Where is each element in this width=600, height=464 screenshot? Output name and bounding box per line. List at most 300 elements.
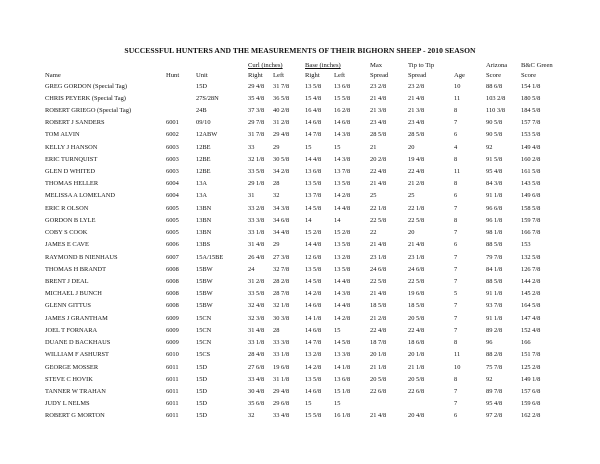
cell-curl-right: 37 3/8 (248, 106, 265, 114)
cell-base-left: 14 6/8 (334, 119, 351, 127)
table-row (0, 264, 600, 276)
cell-name: ERIC TURNQUIST (45, 155, 98, 163)
cell-tip-spread: 20 4/8 (408, 412, 425, 420)
cell-bc-score: 184 5/8 (521, 106, 541, 114)
cell-arizona-score: 91 5/8 (486, 155, 503, 163)
base-group-header: Base (inches) (305, 62, 341, 69)
table-row (0, 410, 600, 422)
cell-name: JOEL T FORNARA (45, 326, 98, 334)
cell-curl-left: 34 2/8 (273, 168, 290, 176)
cell-arizona-score: 110 3/8 (486, 106, 506, 114)
cell-unit: 15CN (196, 314, 212, 322)
cell-age: 7 (454, 253, 458, 261)
cell-age: 8 (454, 375, 458, 383)
cell-curl-right: 35 4/8 (248, 94, 265, 102)
cell-name: MELISSA A LOMELAND (45, 192, 115, 200)
cell-unit: 12BE (196, 143, 211, 151)
cell-tip-spread: 21 4/8 (408, 241, 425, 249)
table-row (0, 93, 600, 105)
column-header-curl-left: Left (273, 72, 284, 79)
cell-base-right: 15 2/8 (305, 229, 322, 237)
cell-hunt: 6011 (166, 412, 179, 420)
cell-unit: 15D (196, 412, 208, 420)
cell-max-spread: 20 5/8 (370, 375, 387, 383)
cell-arizona-score: 96 6/8 (486, 204, 503, 212)
cell-bc-score: 153 5/8 (521, 131, 541, 139)
cell-tip-spread: 22 4/8 (408, 326, 425, 334)
cell-hunt: 6002 (166, 131, 179, 139)
table-row (0, 288, 600, 300)
cell-hunt: 6003 (166, 143, 179, 151)
arizona-group-header: Arizona (486, 62, 508, 69)
cell-arizona-score: 90 5/8 (486, 119, 503, 127)
cell-curl-left: 29 6/8 (273, 400, 290, 408)
cell-curl-left: 28 (273, 180, 280, 188)
bc-group-header: B&C Green (521, 62, 553, 69)
cell-base-right: 12 6/8 (305, 253, 322, 261)
cell-unit: 15CN (196, 326, 212, 334)
cell-curl-right: 24 (248, 265, 255, 273)
cell-curl-right: 33 5/8 (248, 168, 265, 176)
cell-unit: 15BW (196, 265, 213, 273)
table-row (0, 142, 600, 154)
cell-base-right: 14 6/8 (305, 302, 322, 310)
cell-age: 7 (454, 302, 458, 310)
cell-bc-score: 149 4/8 (521, 143, 541, 151)
cell-age: 7 (454, 314, 458, 322)
max-group-header: Max (370, 62, 383, 69)
cell-curl-left: 31 7/8 (273, 82, 290, 90)
column-header-base-right: Right (305, 72, 320, 79)
column-header-base-left: Left (334, 72, 345, 79)
cell-curl-right: 33 4/8 (248, 375, 265, 383)
cell-base-left: 13 5/8 (334, 265, 351, 273)
cell-curl-left: 34 4/8 (273, 229, 290, 237)
cell-bc-score: 166 7/8 (521, 229, 541, 237)
cell-arizona-score: 97 2/8 (486, 412, 503, 420)
cell-curl-left: 34 3/8 (273, 204, 290, 212)
table-row (0, 325, 600, 337)
cell-hunt: 6011 (166, 375, 179, 383)
cell-curl-right: 26 4/8 (248, 253, 265, 261)
cell-bc-score: 158 5/8 (521, 204, 541, 212)
cell-age: 6 (454, 131, 458, 139)
cell-max-spread: 21 4/8 (370, 241, 387, 249)
cell-bc-score: 162 2/8 (521, 412, 541, 420)
cell-tip-spread: 18 6/8 (408, 339, 425, 347)
cell-tip-spread: 20 (408, 229, 415, 237)
tip-group-header: Tip to Tip (408, 62, 435, 69)
cell-max-spread: 28 5/8 (370, 131, 387, 139)
cell-arizona-score: 90 5/8 (486, 131, 503, 139)
cell-age: 10 (454, 363, 461, 371)
cell-tip-spread: 24 6/8 (408, 265, 425, 273)
cell-age: 10 (454, 82, 461, 90)
cell-max-spread: 22 1/8 (370, 204, 387, 212)
cell-age: 11 (454, 94, 461, 102)
cell-bc-score: 180 5/8 (521, 94, 541, 102)
table-row (0, 81, 600, 93)
cell-unit: 15D (196, 375, 208, 383)
table-row (0, 362, 600, 374)
cell-age: 11 (454, 168, 461, 176)
cell-hunt: 6008 (166, 265, 179, 273)
cell-tip-spread: 23 4/8 (408, 119, 425, 127)
table-row (0, 117, 600, 129)
cell-base-right: 14 4/8 (305, 241, 322, 249)
cell-tip-spread: 21 3/8 (408, 106, 425, 114)
cell-max-spread: 22 (370, 229, 377, 237)
cell-name: STEVE C HOVIK (45, 375, 93, 383)
cell-curl-right: 33 1/8 (248, 339, 265, 347)
cell-name: ROBERT J SANDERS (45, 119, 105, 127)
cell-name: GORDON B LYLE (45, 216, 96, 224)
column-header-unit: Unit (196, 72, 208, 79)
cell-base-right: 13 7/8 (305, 192, 322, 200)
cell-name: THOMAS H BRANDT (45, 265, 107, 273)
cell-unit: 12BE (196, 155, 211, 163)
cell-hunt: 6004 (166, 180, 179, 188)
cell-base-right: 14 (305, 216, 312, 224)
cell-base-right: 14 5/8 (305, 204, 322, 212)
cell-name: GLENN GITTUS (45, 302, 91, 310)
cell-unit: 15BW (196, 302, 213, 310)
table-row (0, 337, 600, 349)
cell-unit: 12ABW (196, 131, 218, 139)
cell-max-spread: 20 1/8 (370, 351, 387, 359)
cell-base-right: 13 5/8 (305, 375, 322, 383)
cell-base-left: 13 3/8 (334, 351, 351, 359)
cell-tip-spread: 23 2/8 (408, 82, 425, 90)
cell-unit: 15D (196, 363, 208, 371)
table-row (0, 129, 600, 141)
cell-curl-left: 29 (273, 241, 280, 249)
table-row (0, 203, 600, 215)
cell-curl-left: 28 (273, 326, 280, 334)
cell-max-spread: 25 (370, 192, 377, 200)
cell-name: JAMES J GRANTHAM (45, 314, 108, 322)
cell-unit: 15D (196, 388, 208, 395)
cell-name: TANNER W TRAHAN (45, 388, 106, 395)
cell-name: ROBERT G MORTON (45, 412, 105, 420)
table-row (0, 227, 600, 239)
cell-tip-spread: 20 5/8 (408, 314, 425, 322)
cell-hunt: 6001 (166, 119, 179, 127)
cell-age: 6 (454, 412, 458, 420)
cell-age: 7 (454, 119, 458, 127)
table-row (0, 313, 600, 325)
cell-bc-score: 159 6/8 (521, 400, 541, 408)
cell-name: ROBERT GRIEGO (Special Tag) (45, 106, 132, 114)
cell-curl-right: 35 6/8 (248, 400, 265, 408)
cell-curl-left: 29 4/8 (273, 131, 290, 139)
cell-tip-spread: 22 4/8 (408, 168, 425, 176)
cell-max-spread: 21 4/8 (370, 180, 387, 188)
cell-age: 7 (454, 229, 458, 237)
cell-curl-left: 27 3/8 (273, 253, 290, 261)
cell-base-left: 14 (334, 216, 341, 224)
cell-base-left: 14 2/8 (334, 314, 351, 322)
cell-base-right: 14 7/8 (305, 339, 322, 347)
cell-curl-left: 29 4/8 (273, 388, 290, 395)
cell-curl-right: 32 4/8 (248, 302, 265, 310)
cell-max-spread: 21 3/8 (370, 106, 387, 114)
cell-bc-score: 125 2/8 (521, 363, 541, 371)
cell-base-right: 14 1/8 (305, 314, 322, 322)
cell-arizona-score: 88 2/8 (486, 351, 503, 359)
cell-unit: 15BW (196, 278, 213, 286)
cell-hunt: 6009 (166, 326, 179, 334)
cell-base-left: 14 3/8 (334, 290, 351, 298)
cell-name: CHRIS PEYERK (Special Tag) (45, 94, 126, 102)
cell-curl-right: 31 2/8 (248, 278, 265, 286)
cell-base-right: 13 5/8 (305, 82, 322, 90)
cell-age: 7 (454, 265, 458, 273)
cell-arizona-score: 89 7/8 (486, 388, 503, 395)
cell-base-right: 13 5/8 (305, 180, 322, 188)
cell-max-spread: 22 5/8 (370, 278, 387, 286)
cell-base-left: 15 (334, 400, 341, 408)
table-row (0, 300, 600, 312)
cell-unit: 13A (196, 180, 208, 188)
cell-max-spread: 23 2/8 (370, 82, 387, 90)
cell-unit: 13BN (196, 204, 212, 212)
cell-bc-score: 161 5/8 (521, 168, 541, 176)
cell-arizona-score: 84 1/8 (486, 265, 503, 273)
cell-tip-spread: 22 5/8 (408, 278, 425, 286)
column-header-max-spread: Spread (370, 72, 389, 79)
cell-bc-score: 132 5/8 (521, 253, 541, 261)
cell-tip-spread: 21 1/8 (408, 363, 425, 371)
cell-curl-right: 28 4/8 (248, 351, 265, 359)
column-header-name: Name (45, 72, 61, 79)
cell-unit: 13BN (196, 229, 212, 237)
cell-base-left: 16 2/8 (334, 106, 351, 114)
cell-max-spread: 23 1/8 (370, 253, 387, 261)
cell-name: DUANE D BACKHAUS (45, 339, 111, 347)
cell-curl-right: 33 3/8 (248, 216, 265, 224)
cell-base-right: 13 2/8 (305, 351, 322, 359)
cell-base-left: 14 4/8 (334, 302, 351, 310)
cell-unit: 15D (196, 400, 208, 408)
cell-base-left: 15 5/8 (334, 94, 351, 102)
cell-age: 7 (454, 388, 458, 395)
cell-tip-spread: 23 1/8 (408, 253, 425, 261)
cell-max-spread: 18 5/8 (370, 302, 387, 310)
cell-base-right: 15 5/8 (305, 412, 322, 420)
column-header-curl-right: Right (248, 72, 263, 79)
cell-arizona-score: 88 5/8 (486, 241, 503, 249)
cell-curl-left: 31 2/8 (273, 119, 290, 127)
cell-arizona-score: 88 5/8 (486, 278, 503, 286)
cell-arizona-score: 92 (486, 143, 493, 151)
cell-base-right: 13 5/8 (305, 265, 322, 273)
table-row (0, 398, 600, 410)
cell-base-left: 14 3/8 (334, 131, 351, 139)
table-row (0, 374, 600, 386)
cell-name: KELLY J HANSON (45, 143, 98, 151)
cell-name: BRENT J DEAL (45, 278, 89, 286)
cell-curl-right: 33 1/8 (248, 229, 265, 237)
cell-hunt: 6008 (166, 302, 179, 310)
cell-name: ERIC R OLSON (45, 204, 89, 212)
cell-curl-left: 31 1/8 (273, 375, 290, 383)
cell-curl-left: 33 1/8 (273, 351, 290, 359)
cell-hunt: 6009 (166, 339, 179, 347)
cell-age: 8 (454, 216, 458, 224)
cell-bc-score: 152 4/8 (521, 326, 541, 334)
cell-curl-left: 19 6/8 (273, 363, 290, 371)
cell-hunt: 6010 (166, 351, 179, 359)
cell-bc-score: 145 2/8 (521, 290, 541, 298)
cell-base-right: 14 6/8 (305, 119, 322, 127)
cell-name: RAYMOND B NIENHAUS (45, 253, 118, 261)
cell-base-right: 16 4/8 (305, 106, 322, 114)
table-row (0, 276, 600, 288)
table-row (0, 252, 600, 264)
cell-unit: 13BN (196, 216, 212, 224)
table-row (0, 215, 600, 227)
cell-hunt: 6009 (166, 314, 179, 322)
cell-base-right: 13 6/8 (305, 168, 322, 176)
cell-arizona-score: 84 3/8 (486, 180, 503, 188)
cell-curl-left: 33 4/8 (273, 412, 290, 420)
cell-hunt: 6011 (166, 363, 179, 371)
cell-age: 8 (454, 106, 458, 114)
cell-max-spread: 22 6/8 (370, 388, 387, 395)
cell-hunt: 6005 (166, 229, 179, 237)
cell-base-right: 14 6/8 (305, 388, 322, 395)
cell-name: JUDY L NELMS (45, 400, 90, 408)
cell-age: 6 (454, 241, 458, 249)
cell-hunt: 6003 (166, 155, 179, 163)
column-header-hunt: Hunt (166, 72, 180, 79)
cell-arizona-score: 91 1/8 (486, 314, 503, 322)
cell-max-spread: 21 4/8 (370, 290, 387, 298)
cell-unit: 15BW (196, 290, 213, 298)
cell-arizona-score: 88 6/8 (486, 82, 503, 90)
cell-curl-left: 28 2/8 (273, 278, 290, 286)
cell-max-spread: 21 (370, 143, 377, 151)
cell-base-left: 15 2/8 (334, 229, 351, 237)
cell-arizona-score: 91 1/8 (486, 192, 503, 200)
cell-curl-left: 28 7/8 (273, 290, 290, 298)
cell-base-left: 14 2/8 (334, 192, 351, 200)
cell-tip-spread: 20 5/8 (408, 375, 425, 383)
cell-hunt: 6008 (166, 278, 179, 286)
table-row (0, 386, 600, 398)
cell-curl-left: 29 (273, 143, 280, 151)
cell-arizona-score: 93 7/8 (486, 302, 503, 310)
cell-base-right: 15 4/8 (305, 94, 322, 102)
cell-base-right: 14 7/8 (305, 131, 322, 139)
document-title: SUCCESSFUL HUNTERS AND THE MEASUREMENTS OF THEIR BIGHORN SHEEP - 2010 SEASON (124, 46, 476, 55)
cell-curl-right: 29 7/8 (248, 119, 265, 127)
cell-age: 11 (454, 351, 461, 359)
cell-curl-left: 40 2/8 (273, 106, 290, 114)
curl-group-header: Curl (inches) (248, 62, 283, 69)
cell-arizona-score: 75 7/8 (486, 363, 503, 371)
cell-tip-spread: 21 4/8 (408, 94, 425, 102)
cell-hunt: 6005 (166, 216, 179, 224)
cell-bc-score: 149 1/8 (521, 375, 541, 383)
cell-name: MICHAEL J BUNCH (45, 290, 102, 298)
cell-max-spread: 21 2/8 (370, 314, 387, 322)
cell-base-left: 13 5/8 (334, 180, 351, 188)
cell-bc-score: 126 7/8 (521, 265, 541, 273)
cell-bc-score: 154 1/8 (521, 82, 541, 90)
cell-unit: 15A/15BE (196, 253, 224, 261)
cell-unit: 27S/28N (196, 94, 219, 102)
cell-base-left: 14 1/8 (334, 363, 351, 371)
cell-max-spread: 20 2/8 (370, 155, 387, 163)
cell-age: 8 (454, 155, 458, 163)
cell-base-right: 14 4/8 (305, 155, 322, 163)
cell-max-spread: 22 4/8 (370, 326, 387, 334)
cell-base-left: 13 5/8 (334, 241, 351, 249)
cell-base-left: 13 7/8 (334, 168, 351, 176)
cell-base-left: 16 1/8 (334, 412, 351, 420)
cell-arizona-score: 91 1/8 (486, 290, 503, 298)
table-row (0, 349, 600, 361)
cell-name: GREG GORDON (Special Tag) (45, 82, 127, 90)
cell-base-right: 15 (305, 400, 312, 408)
table-row (0, 154, 600, 166)
cell-age: 7 (454, 400, 458, 408)
cell-curl-right: 33 (248, 143, 255, 151)
cell-unit: 15CN (196, 339, 212, 347)
cell-unit: 13A (196, 192, 208, 200)
cell-max-spread: 22 5/8 (370, 216, 387, 224)
cell-name: THOMAS HELLER (45, 180, 99, 188)
cell-age: 7 (454, 326, 458, 334)
cell-hunt: 6003 (166, 168, 179, 176)
cell-max-spread: 23 4/8 (370, 119, 387, 127)
cell-tip-spread: 22 5/8 (408, 216, 425, 224)
cell-unit: 09/10 (196, 119, 211, 127)
cell-bc-score: 159 7/8 (521, 216, 541, 224)
cell-arizona-score: 95 4/8 (486, 400, 503, 408)
cell-curl-right: 29 4/8 (248, 82, 265, 90)
cell-base-left: 13 2/8 (334, 253, 351, 261)
cell-base-right: 14 5/8 (305, 278, 322, 286)
cell-tip-spread: 19 4/8 (408, 155, 425, 163)
column-header-age: Age (454, 72, 465, 79)
cell-arizona-score: 96 1/8 (486, 216, 503, 224)
cell-curl-right: 33 5/8 (248, 290, 265, 298)
cell-tip-spread: 25 (408, 192, 415, 200)
column-header-bc-score: Score (521, 72, 537, 79)
cell-bc-score: 157 6/8 (521, 388, 541, 395)
cell-arizona-score: 92 (486, 375, 493, 383)
cell-arizona-score: 79 7/8 (486, 253, 503, 261)
cell-curl-right: 27 6/8 (248, 363, 265, 371)
cell-hunt: 6004 (166, 192, 179, 200)
cell-bc-score: 164 5/8 (521, 302, 541, 310)
cell-base-left: 15 (334, 143, 341, 151)
cell-curl-left: 34 6/8 (273, 216, 290, 224)
cell-bc-score: 160 2/8 (521, 155, 541, 163)
cell-bc-score: 157 7/8 (521, 119, 541, 127)
cell-tip-spread: 22 6/8 (408, 388, 425, 395)
cell-base-right: 15 (305, 143, 312, 151)
cell-base-right: 14 2/8 (305, 290, 322, 298)
cell-unit: 15CS (196, 351, 211, 359)
cell-arizona-score: 95 4/8 (486, 168, 503, 176)
cell-base-left: 15 (334, 326, 341, 334)
column-header-arizona-score: Score (486, 72, 502, 79)
cell-curl-right: 32 1/8 (248, 155, 265, 163)
